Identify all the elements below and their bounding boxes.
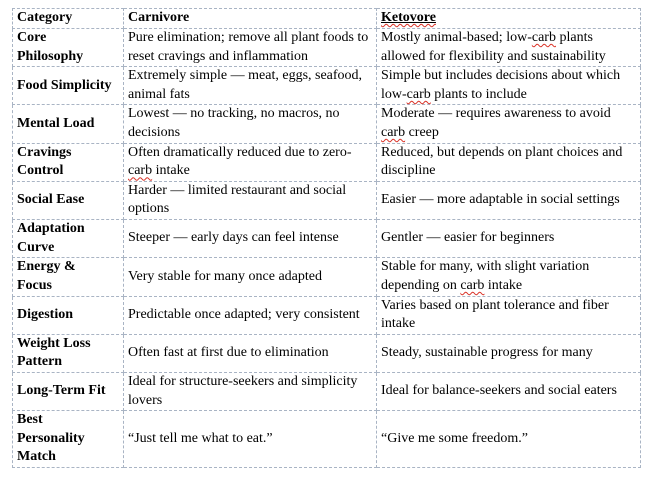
text-segment: Moderate — requires awareness to avoid <box>381 106 611 122</box>
misspelled-word: Ketovore <box>381 10 436 26</box>
category-label: Cravings <box>17 144 72 160</box>
table-row <box>13 29 641 67</box>
misspelled-word: carb <box>381 125 406 141</box>
category-label: Mental Load <box>17 115 95 131</box>
category-cell <box>13 181 124 219</box>
text-segment: Carnivore <box>128 10 190 26</box>
text-segment: intake <box>152 163 190 179</box>
misspelled-word: carb <box>531 30 556 45</box>
category-label: Long-Term Fit <box>17 383 106 399</box>
category-cell <box>13 334 124 372</box>
category-label: Core <box>17 30 47 45</box>
category-label: Personality <box>17 430 85 446</box>
comparison-table <box>12 8 641 468</box>
text-segment: Extremely simple — meat, eggs, seafood, animal fats <box>128 68 363 102</box>
text-segment: intake <box>484 277 523 293</box>
text-segment: Harder — limited restaurant and social options <box>128 182 347 217</box>
misspelled-word: carb <box>128 163 153 179</box>
carnivore-cell <box>124 143 377 181</box>
text-segment: Often fast at first due to elimination <box>128 345 329 361</box>
category-cell <box>13 411 124 468</box>
category-cell <box>13 29 124 67</box>
category-label: Energy & <box>17 259 76 275</box>
category-cell <box>13 258 124 296</box>
text-segment: Pure elimination; remove all plant foods to reset cravings and inflammation <box>128 30 369 64</box>
table-row <box>13 296 641 334</box>
category-label: Philosophy <box>17 48 84 64</box>
text-segment: “Give me some freedom.” <box>381 430 528 446</box>
table-row <box>13 372 641 410</box>
column-header-ketovore <box>377 9 641 29</box>
table-row <box>13 334 641 372</box>
category-label: Pattern <box>17 354 63 370</box>
ketovore-cell <box>377 220 641 258</box>
text-segment: creep <box>405 125 439 141</box>
category-label: Match <box>17 449 56 465</box>
text-segment: “Just tell me what to eat.” <box>128 430 273 446</box>
text-segment: Easier — more adaptable in social settings <box>381 192 620 208</box>
carnivore-cell <box>124 411 377 468</box>
carnivore-cell <box>124 334 377 372</box>
ketovore-cell <box>377 105 641 143</box>
carnivore-cell <box>124 29 377 67</box>
carnivore-cell <box>124 372 377 410</box>
category-cell <box>13 67 124 105</box>
misspelled-word: carb <box>460 277 485 293</box>
text-segment: Ideal for balance-seekers and social eaters <box>381 383 617 399</box>
text-segment: plants allowed for flexibility and sustainability <box>381 30 606 64</box>
ketovore-cell <box>377 372 641 410</box>
table-body <box>13 29 641 468</box>
category-label: Focus <box>17 277 52 293</box>
text-segment: Varies based on plant tolerance and fiber intake <box>381 297 609 332</box>
category-label: Adaptation <box>17 221 85 237</box>
text-segment: Gentler — easier for beginners <box>381 230 555 246</box>
table-header <box>13 9 641 29</box>
carnivore-cell <box>124 181 377 219</box>
category-cell <box>13 105 124 143</box>
underlined-text <box>381 10 436 25</box>
carnivore-cell <box>124 105 377 143</box>
carnivore-cell <box>124 258 377 296</box>
table-row <box>13 411 641 468</box>
text-segment: Lowest — no tracking, no macros, no decisions <box>128 106 340 141</box>
ketovore-cell <box>377 258 641 296</box>
text-segment: Often dramatically reduced due to zero- <box>128 144 352 160</box>
category-cell <box>13 296 124 334</box>
text-segment: Stable for many, with slight variation depending on <box>381 259 590 293</box>
category-label: Curve <box>17 239 55 255</box>
misspelled-word: carb <box>406 86 431 102</box>
table-row <box>13 105 641 143</box>
ketovore-cell <box>377 67 641 105</box>
text-segment: Steeper — early days can feel intense <box>128 230 339 246</box>
category-label: Food Simplicity <box>17 77 112 93</box>
table-row <box>13 181 641 219</box>
carnivore-cell <box>124 67 377 105</box>
ketovore-cell <box>377 334 641 372</box>
table-row <box>13 67 641 105</box>
text-segment: Simple but includes decisions about which low- <box>381 68 621 102</box>
text-segment: Ideal for structure-seekers and simplicity lovers <box>128 373 358 408</box>
ketovore-cell <box>377 29 641 67</box>
ketovore-cell <box>377 143 641 181</box>
category-cell <box>13 143 124 181</box>
category-label: Social Ease <box>17 192 85 208</box>
text-segment: plants to include <box>430 86 527 102</box>
category-label: Best <box>17 412 43 428</box>
table-row <box>13 143 641 181</box>
table-row <box>13 258 641 296</box>
ketovore-cell <box>377 181 641 219</box>
carnivore-cell <box>124 296 377 334</box>
ketovore-cell <box>377 411 641 468</box>
column-header-carnivore <box>124 9 377 29</box>
header-row <box>13 9 641 29</box>
column-header-category <box>13 9 124 29</box>
text-segment: Steady, sustainable progress for many <box>381 345 593 361</box>
category-label: Digestion <box>17 306 73 322</box>
category-label: Weight Loss <box>17 335 91 351</box>
table-row <box>13 220 641 258</box>
text-segment: Predictable once adapted; very consistent <box>128 306 360 322</box>
category-cell <box>13 372 124 410</box>
text-segment: Category <box>17 10 73 26</box>
text-segment: Mostly animal-based; low- <box>381 30 532 45</box>
ketovore-cell <box>377 296 641 334</box>
category-cell <box>13 220 124 258</box>
carnivore-cell <box>124 220 377 258</box>
category-label: Control <box>17 163 64 179</box>
text-segment: Very stable for many once adapted <box>128 268 322 284</box>
text-segment: Reduced, but depends on plant choices and discipline <box>381 144 623 179</box>
